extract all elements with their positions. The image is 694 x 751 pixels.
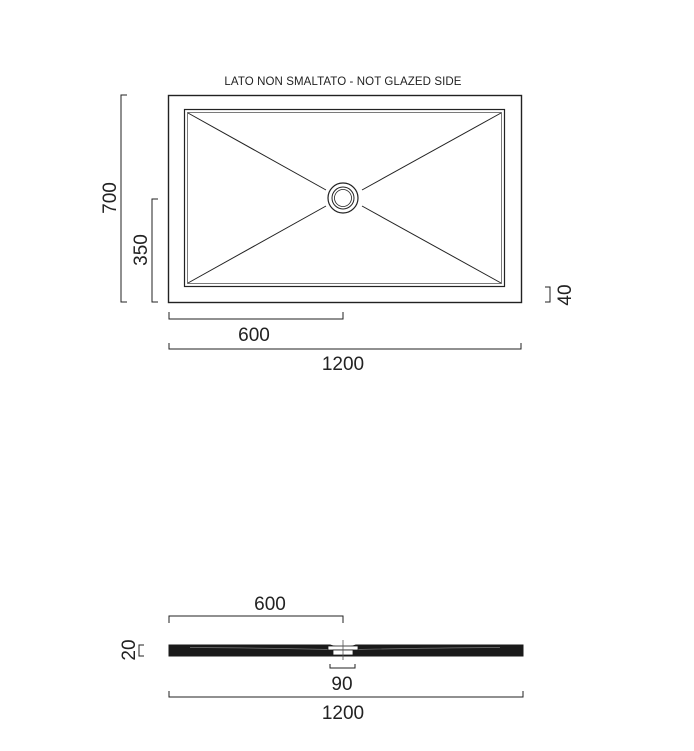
dim-width-label: 1200 [321,354,365,375]
slope-line-top-left [188,113,326,190]
side-dim-drain-label: 90 [331,674,353,695]
drain-icon [328,183,358,213]
tray-outer-outline [169,96,522,303]
dim-height-label: 700 [100,182,121,214]
side-dim-drain-90 [330,664,355,695]
side-dim-width-label: 1200 [321,703,365,724]
side-dim-half-width-600 [169,594,343,623]
side-dim-width-1200 [169,691,523,724]
top-view [100,76,576,375]
dim-height-700 [100,95,127,302]
tray-inner-bevel [188,113,502,284]
dim-rim-label: 40 [555,284,576,306]
not-glazed-side-note: LATO NON SMALTATO - NOT GLAZED SIDE [224,76,462,88]
dim-half-height-label: 350 [131,234,152,266]
dim-half-width-600 [169,312,343,346]
side-dim-thickness-20 [119,639,144,660]
slope-line-bottom-left [188,206,326,283]
side-dim-thickness-label: 20 [119,639,140,661]
dim-half-width-label: 600 [238,325,270,346]
side-view [119,594,523,724]
dim-width-1200 [169,343,521,375]
side-dim-half-width-label: 600 [254,594,286,615]
slope-line-bottom-right [362,206,501,283]
dim-half-height-350 [131,199,158,302]
dim-rim-40 [545,284,576,305]
drain-outlet-icon [328,640,358,660]
tray-inner-basin [185,110,505,287]
slope-line-top-right [362,113,501,190]
